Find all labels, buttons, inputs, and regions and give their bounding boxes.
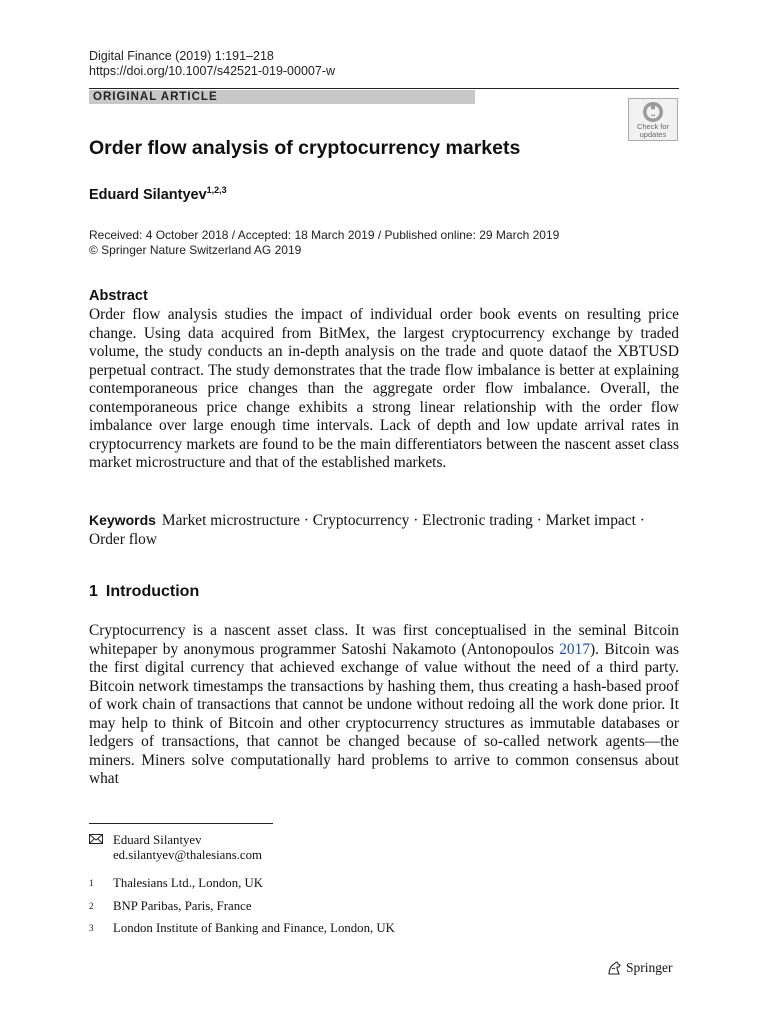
intro-text-after: ). Bitcoin was the first digital currency that achieved exchange of value without the need of a third party. Bitcoin network timestamps the transactions by hashing them, thus creating a hash-based proof of work chain of transactions that cannot be undone without redoing all the work done prior. It may help to think of Bitcoin and other cryptocurrency structures as immutable databases or ledgers of transactions, that cannot be changed because of so-called network agents—the miners. Miners solve computationally hard problems to arrive to common consensus about what — [89, 640, 679, 787]
footnote-text: BNP Paribas, Paris, France — [113, 899, 252, 913]
section-heading — [89, 583, 199, 601]
keywords — [89, 511, 679, 549]
footnote-rule — [89, 823, 273, 824]
contact-email[interactable]: ed.silantyev@thalesians.com — [113, 848, 262, 862]
publisher-name: Springer — [626, 960, 673, 975]
badge-line-1: Check for — [636, 122, 670, 131]
affiliation-footnote — [89, 920, 449, 936]
corresponding-author — [89, 832, 389, 864]
journal-header — [89, 49, 335, 79]
affiliation-footnote — [89, 898, 389, 914]
publisher-logo — [606, 960, 680, 978]
paper-title: Order flow analysis of cryptocurrency markets — [89, 137, 521, 159]
section-number: 1 — [89, 583, 98, 600]
author-name: Eduard Silantyev — [89, 187, 207, 203]
section-title: Introduction — [105, 583, 200, 600]
abstract-text: Order flow analysis studies the impact of individual order book events on resulting price change. Using data acquired from BitMex, the largest cryptocurrency exchange by traded volume, the study conducts an in-depth analysis on the trade and quote dataof the XBTUSD perpetual contract. The study demonstrates that the trade flow imbalance is better at explaining contemporaneous price changes than the aggregate order flow imbalance. Overall, the contemporaneous price change exhibits a strong linear relationship with the order flow imbalance over large enough time intervals. Lack of depth and low update arrival rates in cryptocurrency markets are found to be the main differentiators between the nascent asset class market microstructure and that of the established markets. — [89, 306, 679, 471]
author-affiliation-marks: 1,2,3 — [206, 185, 227, 195]
citation-link[interactable]: 2017 — [559, 640, 591, 658]
footnote-text: London Institute of Banking and Finance, London, UK — [113, 921, 395, 935]
publication-dates — [89, 228, 559, 258]
copyright-line: © Springer Nature Switzerland AG 2019 — [89, 243, 302, 257]
header-rule — [89, 88, 679, 89]
footnote-mark: 3 — [89, 923, 94, 933]
author-line — [89, 185, 227, 203]
intro-text-before: Cryptocurrency is a nascent asset class. It was first conceptualised in the seminal Bitcoin whitepaper by anonymous programmer Satoshi Nakamoto (Antonopoulos — [89, 622, 679, 658]
footnote-text: Thalesians Ltd., London, UK — [113, 876, 263, 890]
article-type-banner: ORIGINAL ARTICLE — [89, 90, 475, 104]
journal-doi[interactable]: https://doi.org/10.1007/s42521-019-00007-w — [89, 64, 336, 78]
footnote-mark: 2 — [89, 901, 94, 911]
badge-line-2: updates — [639, 130, 667, 139]
abstract-heading: Abstract — [89, 288, 148, 304]
footnote-mark: 1 — [89, 878, 94, 888]
introduction-paragraph — [89, 622, 679, 789]
keywords-label: Keywords — [89, 512, 156, 528]
affiliation-footnote — [89, 875, 389, 891]
contact-name: Eduard Silantyev — [113, 833, 202, 847]
springer-horse-icon — [606, 960, 622, 976]
envelope-icon — [89, 834, 103, 844]
journal-citation: Digital Finance (2019) 1:191–218 — [89, 49, 274, 63]
check-for-updates-badge[interactable] — [628, 98, 678, 141]
keywords-list: Market microstructure · Cryptocurrency · Electronic trading · Market impact · Order flow — [89, 512, 645, 548]
crossmark-icon — [642, 101, 664, 123]
dates-line: Received: 4 October 2018 / Accepted: 18 March 2019 / Published online: 29 March 2019 — [89, 228, 560, 242]
